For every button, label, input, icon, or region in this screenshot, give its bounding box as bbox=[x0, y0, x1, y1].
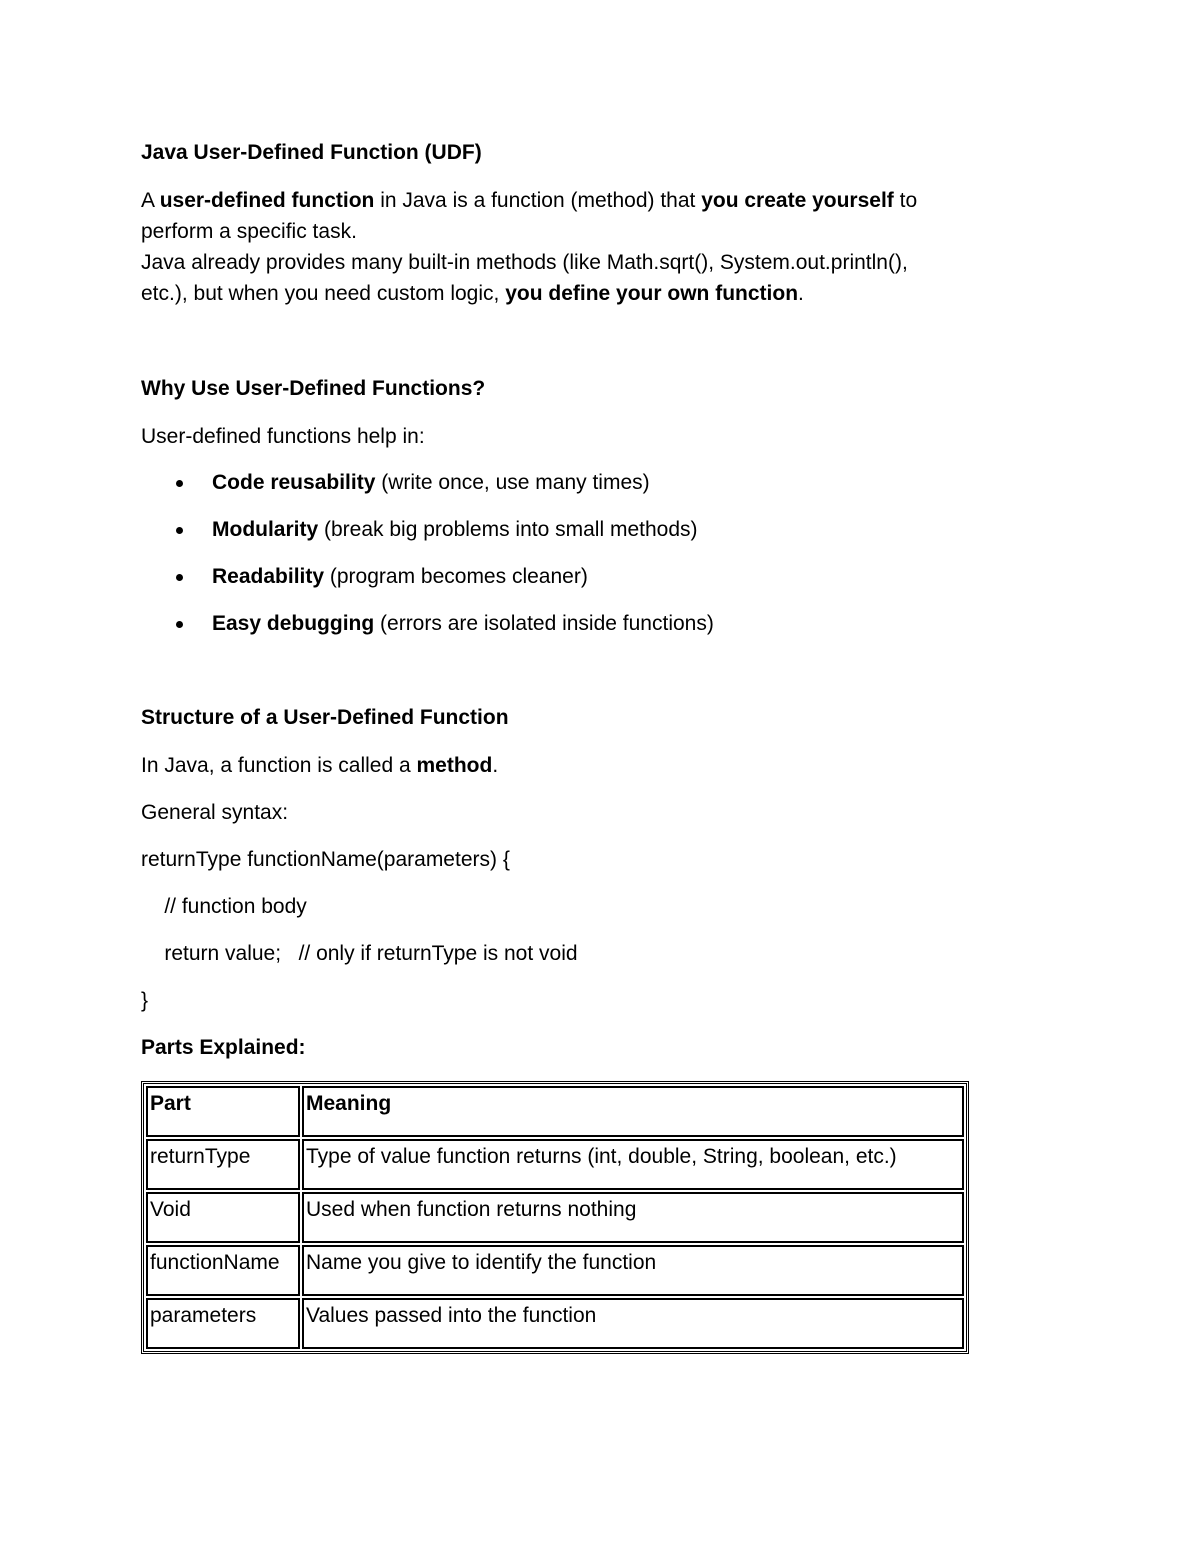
code-line: return value; // only if returnType is not void bbox=[141, 942, 578, 965]
bold-term: user-defined function bbox=[159, 189, 375, 212]
table-row bbox=[146, 1298, 964, 1349]
bullet-icon bbox=[176, 574, 183, 581]
item-description: (program becomes cleaner) bbox=[324, 565, 588, 588]
table-row bbox=[146, 1139, 964, 1190]
bold-term: Code reusability bbox=[212, 471, 376, 494]
text-span: etc.), but when you need custom logic, bbox=[141, 282, 506, 305]
list-item bbox=[141, 515, 714, 562]
text-span: . bbox=[798, 282, 804, 305]
parts-table bbox=[141, 1081, 969, 1354]
structure-heading: Structure of a User-Defined Function bbox=[141, 706, 509, 729]
table-row bbox=[146, 1245, 964, 1296]
code-line: } bbox=[141, 989, 149, 1012]
text-span: to bbox=[893, 189, 918, 212]
bullet-icon bbox=[176, 527, 183, 534]
table-cell: Void bbox=[146, 1192, 300, 1243]
item-description: (write once, use many times) bbox=[375, 471, 650, 494]
text-span: A bbox=[141, 189, 160, 212]
intro-paragraph-line-3: Java already provides many built-in methods (like Math.sqrt(), System.out.println(), bbox=[141, 251, 908, 274]
bullet-icon bbox=[176, 480, 183, 487]
table-cell: parameters bbox=[146, 1298, 300, 1349]
table-cell: Used when function returns nothing bbox=[302, 1192, 964, 1243]
table-cell: Values passed into the function bbox=[302, 1298, 964, 1349]
intro-paragraph-line-2: perform a specific task. bbox=[141, 220, 357, 243]
bold-term: Modularity bbox=[212, 518, 319, 541]
bold-term: you create yourself bbox=[701, 189, 894, 212]
bold-term: Easy debugging bbox=[212, 612, 375, 635]
text-span: in Java is a function (method) that bbox=[374, 189, 702, 212]
benefits-list bbox=[141, 468, 714, 656]
syntax-label: General syntax: bbox=[141, 801, 289, 824]
parts-heading: Parts Explained: bbox=[141, 1036, 306, 1059]
list-item bbox=[141, 609, 714, 656]
structure-paragraph bbox=[141, 754, 498, 778]
text-span: In Java, a function is called a bbox=[141, 754, 417, 777]
code-line: // function body bbox=[141, 895, 307, 918]
bullet-icon bbox=[176, 621, 183, 628]
table-row bbox=[146, 1192, 964, 1243]
column-header: Meaning bbox=[302, 1086, 964, 1137]
table-header-row bbox=[146, 1086, 964, 1137]
why-lead: User-defined functions help in: bbox=[141, 425, 425, 448]
table-cell: functionName bbox=[146, 1245, 300, 1296]
table-cell: Name you give to identify the function bbox=[302, 1245, 964, 1296]
text-span: . bbox=[492, 754, 499, 777]
page-title: Java User-Defined Function (UDF) bbox=[141, 141, 482, 164]
column-header: Part bbox=[146, 1086, 300, 1137]
bold-term: you define your own function bbox=[505, 282, 799, 305]
table-cell: returnType bbox=[146, 1139, 300, 1190]
list-item bbox=[141, 468, 714, 515]
item-description: (break big problems into small methods) bbox=[318, 518, 698, 541]
bold-term: Readability bbox=[212, 565, 325, 588]
item-description: (errors are isolated inside functions) bbox=[374, 612, 714, 635]
table-cell: Type of value function returns (int, double, String, boolean, etc.) bbox=[302, 1139, 964, 1190]
intro-paragraph-line-4 bbox=[141, 282, 804, 306]
why-heading: Why Use User-Defined Functions? bbox=[141, 377, 486, 400]
intro-paragraph-line-1 bbox=[141, 189, 917, 213]
bold-term: method bbox=[416, 754, 493, 777]
code-line: returnType functionName(parameters) { bbox=[141, 848, 510, 871]
list-item bbox=[141, 562, 714, 609]
